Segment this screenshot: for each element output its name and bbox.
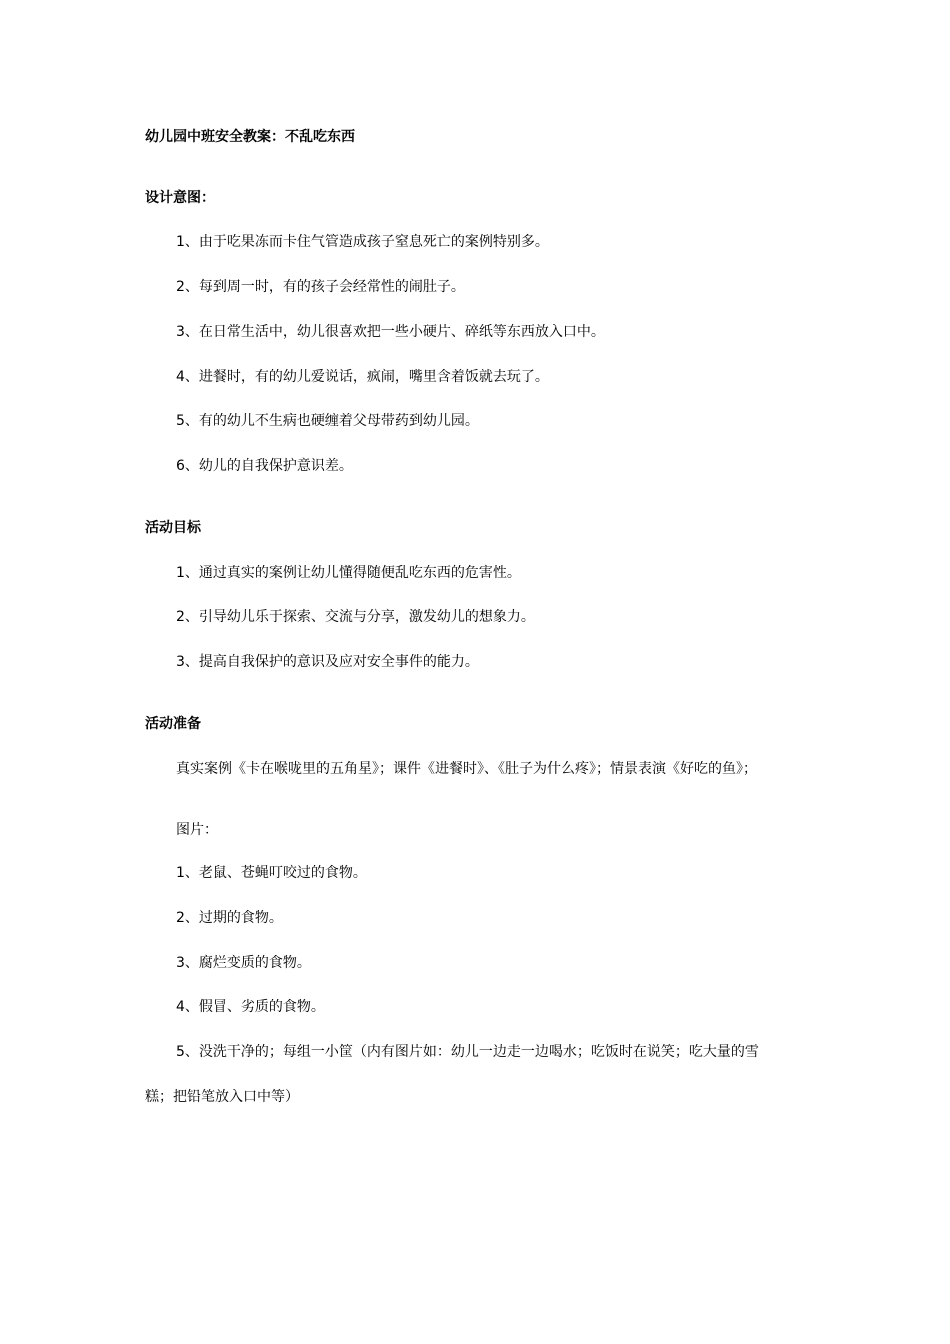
list-item: 5、没洗干净的；每组一小筐（内有图片如：幼儿一边走一边喝水；吃饭时在说笑；吃大量的雪 [176,1044,759,1060]
list-item: 2、过期的食物。 [176,910,283,926]
list-item: 3、提高自我保护的意识及应对安全事件的能力。 [176,654,479,670]
list-item: 4、进餐时，有的幼儿爱说话，疯闹，嘴里含着饭就去玩了。 [176,369,549,385]
list-item: 4、假冒、劣质的食物。 [176,999,325,1015]
list-item-continuation: 糕；把铅笔放入口中等） [145,1089,299,1105]
list-item: 3、在日常生活中，幼儿很喜欢把一些小硬片、碎纸等东西放入口中。 [176,324,605,340]
section-heading-design-intent: 设计意图： [145,190,215,206]
list-item: 1、由于吃果冻而卡住气管造成孩子窒息死亡的案例特别多。 [176,234,549,250]
section-heading-activity-goals: 活动目标 [145,520,201,536]
list-item: 3、腐烂变质的食物。 [176,955,311,971]
preparation-intro: 真实案例《卡在喉咙里的五角星》；课件《进餐时》、《肚子为什么疼》；情景表演《好吃的鱼》； [176,761,757,777]
list-item: 1、通过真实的案例让幼儿懂得随便乱吃东西的危害性。 [176,565,521,581]
list-item: 1、老鼠、苍蝇叮咬过的食物。 [176,865,367,881]
list-item: 6、幼儿的自我保护意识差。 [176,458,353,474]
list-item: 2、引导幼儿乐于探索、交流与分享，激发幼儿的想象力。 [176,609,535,625]
pictures-label: 图片： [176,822,218,838]
section-heading-activity-preparation: 活动准备 [145,716,201,732]
list-item: 5、有的幼儿不生病也硬缠着父母带药到幼儿园。 [176,413,479,429]
list-item: 2、每到周一时，有的孩子会经常性的闹肚子。 [176,279,465,295]
document-title: 幼儿园中班安全教案：不乱吃东西 [145,129,355,145]
